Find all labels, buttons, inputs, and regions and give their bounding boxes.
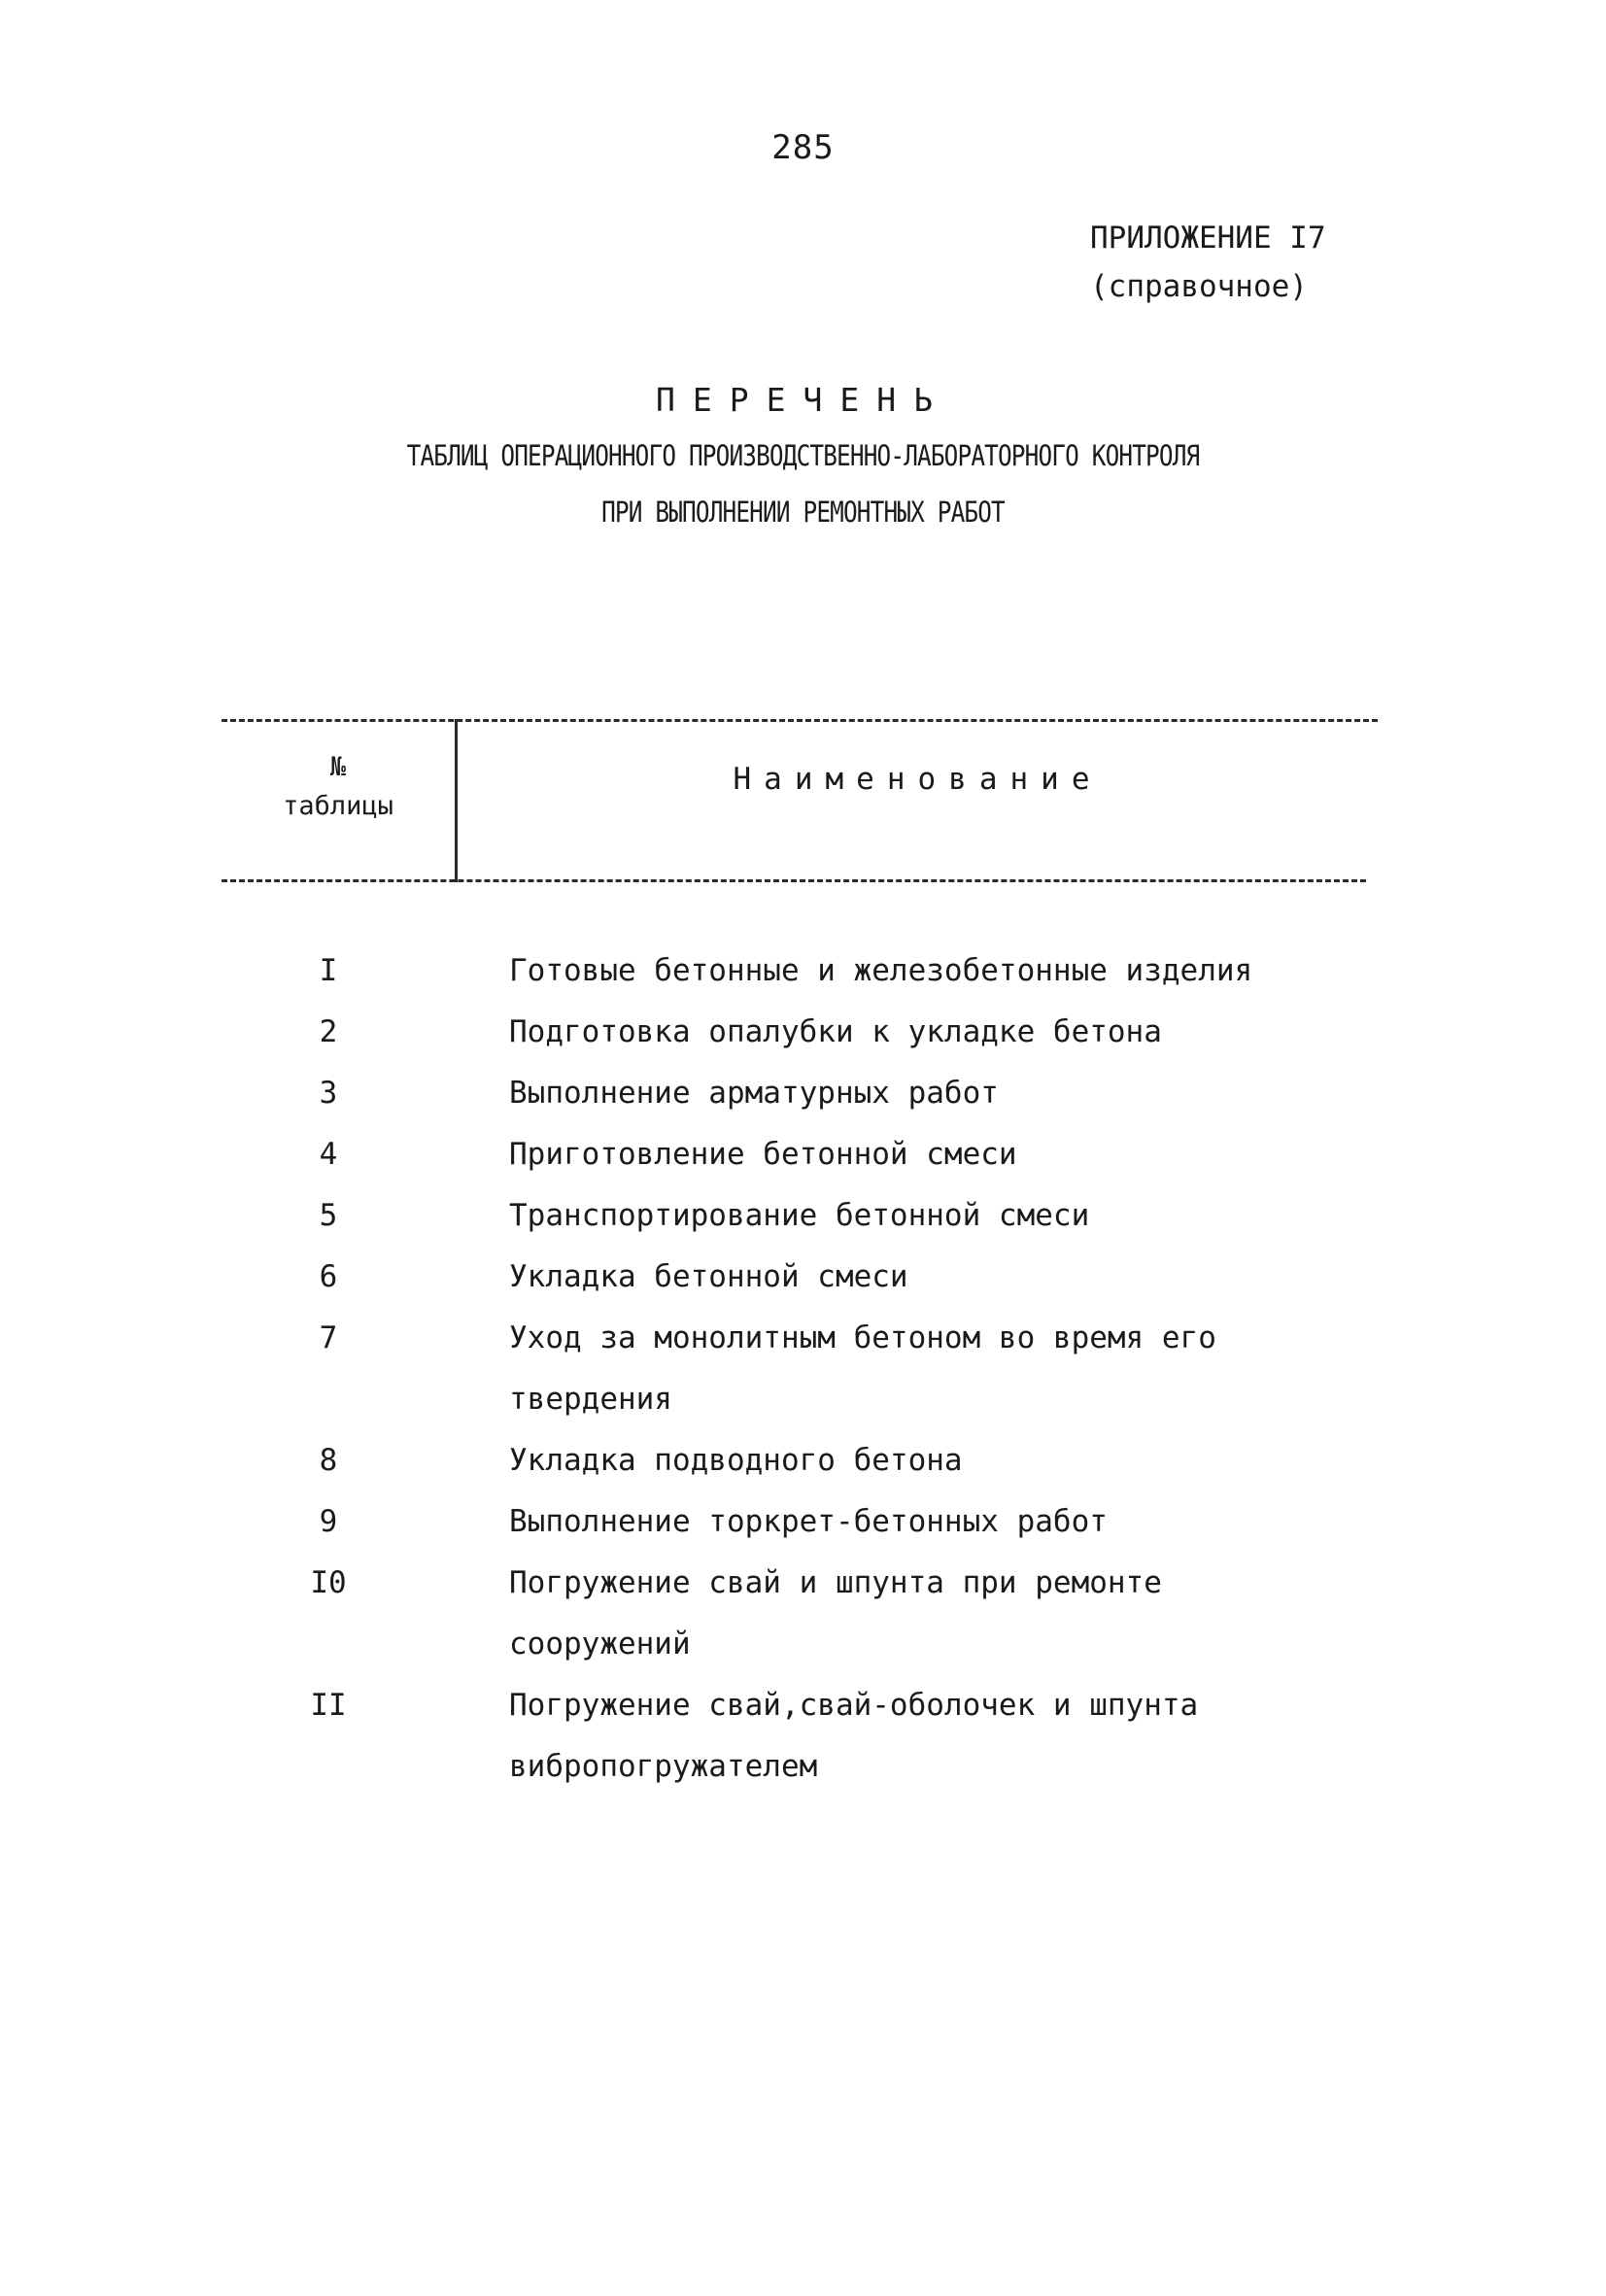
row-name [509, 1063, 1378, 1124]
table-row [222, 1247, 1378, 1308]
appendix-type: (справочное) [1090, 269, 1308, 304]
row-name [509, 1247, 1378, 1308]
row-name-line: твердения [509, 1382, 672, 1417]
table-row [222, 1002, 1378, 1063]
row-name-line: вибропогружателем [509, 1749, 818, 1784]
row-number: 9 [319, 1504, 338, 1539]
row-name-line: Укладка подводного бетона [509, 1443, 963, 1478]
header-number-label: таблицы [283, 791, 393, 821]
table-row [222, 1308, 1378, 1430]
row-number: 2 [319, 1014, 338, 1049]
table-body [222, 941, 1378, 1798]
row-name-line: Выполнение арматурных работ [509, 1076, 999, 1111]
row-name [509, 1002, 1378, 1063]
row-name-line: Уход за монолитным бетоном во время его [509, 1320, 1216, 1355]
row-name [509, 1553, 1378, 1675]
appendix-title: ПРИЛОЖЕНИЕ I7 [1090, 221, 1326, 256]
document-title [0, 373, 1606, 540]
table-row [222, 1430, 1378, 1491]
row-name [509, 1185, 1378, 1247]
row-number: 6 [319, 1259, 338, 1294]
row-name [509, 941, 1378, 1002]
table-row [222, 1185, 1378, 1247]
row-number: 3 [319, 1076, 338, 1111]
row-name-line: сооружений [509, 1627, 691, 1662]
row-name-line: Приготовление бетонной смеси [509, 1137, 1017, 1172]
title-line-1: ТАБЛИЦ ОПЕРАЦИОННОГО ПРОИЗВОДСТВЕННО-ЛАБОРАТОРНОГО КОНТРОЛЯ [406, 439, 1200, 472]
row-number: II [310, 1688, 347, 1723]
row-name-line: Подготовка опалубки к укладке бетона [509, 1014, 1162, 1049]
row-name [509, 1308, 1378, 1430]
row-number: 4 [319, 1137, 338, 1172]
row-number: 5 [319, 1198, 338, 1233]
header-bottom-rule [222, 879, 1366, 882]
table-row [222, 1553, 1378, 1675]
row-number: 7 [319, 1320, 338, 1355]
row-name-line: Погружение свай и шпунта при ремонте [509, 1565, 1162, 1600]
row-number: 8 [319, 1443, 338, 1478]
row-name [509, 1124, 1378, 1185]
table-row [222, 1675, 1378, 1798]
table-header [222, 719, 1378, 882]
header-number-symbol: № [329, 752, 347, 782]
row-name [509, 1491, 1378, 1553]
header-name-column: Наименование [733, 762, 1103, 797]
row-number: I0 [310, 1565, 347, 1600]
table-row [222, 1491, 1378, 1553]
row-name-line: Выполнение торкрет-бетонных работ [509, 1504, 1108, 1539]
row-number: I [319, 953, 338, 988]
table-row [222, 1124, 1378, 1185]
table-row [222, 1063, 1378, 1124]
table-row [222, 941, 1378, 1002]
title-line-2: ПРИ ВЫПОЛНЕНИИ РЕМОНТНЫХ РАБОТ [601, 496, 1005, 529]
row-name [509, 1430, 1378, 1491]
row-name-line: Транспортирование бетонной смеси [509, 1198, 1090, 1233]
title-main: ПЕРЕЧЕНЬ [656, 381, 950, 419]
column-divider [455, 719, 458, 882]
appendix-label [1090, 214, 1326, 311]
row-name-line: Готовые бетонные и железобетонные изделия [509, 953, 1253, 988]
row-name [509, 1675, 1378, 1798]
page-number: 285 [771, 128, 835, 167]
row-name-line: Погружение свай,свай-оболочек и шпунта [509, 1688, 1199, 1723]
row-name-line: Укладка бетонной смеси [509, 1259, 908, 1294]
header-number-column [222, 748, 455, 826]
header-top-rule [222, 719, 1378, 722]
